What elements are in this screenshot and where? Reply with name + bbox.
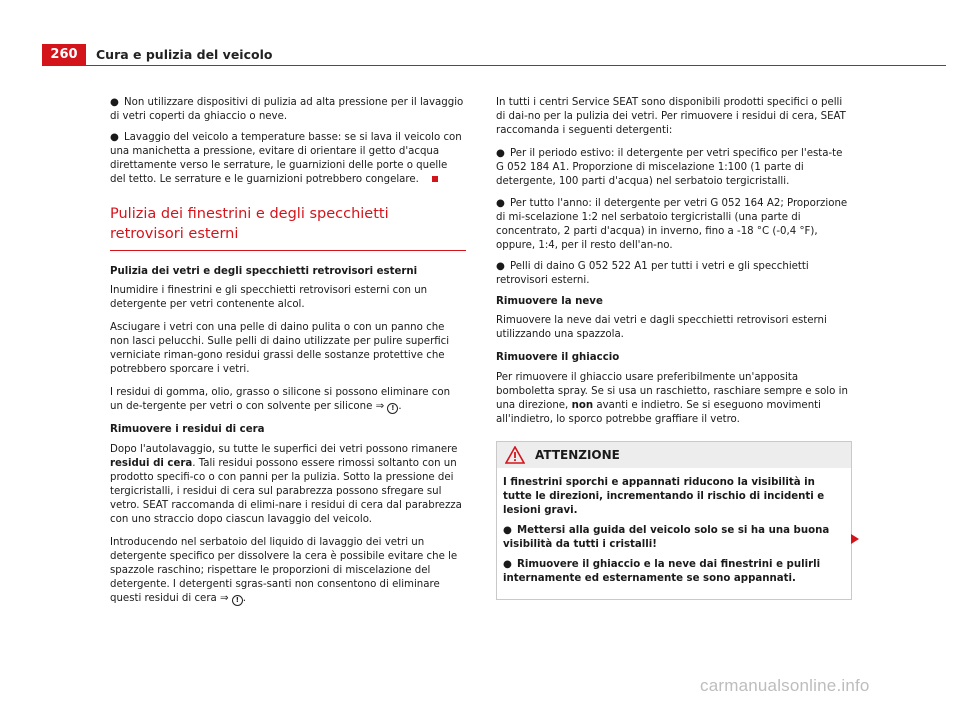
list-item: ● Per tutto l'anno: il detergente per vetri G 052 164 A2; Proporzione di mi-scelazione 1:2 nel serbatoio tergicristalli (una parte di concentrato, 2 parti d'acqua) in inverno, fino a -18 °C (-0,4 °F), oppure, 1:4, per il resto dell'an-no. <box>496 197 848 251</box>
paragraph: Asciugare i vetri con una pelle di daino pulita o con un panno che non lasci pelucchi. Sulle pelli di daino utilizzate per pulire superfici verniciate riman-gono residui grassi delle sostanze protettive che potrebbero sporcare i vetri. <box>110 321 450 376</box>
bullet-icon: ● <box>503 525 512 537</box>
continue-arrow-icon <box>851 534 859 544</box>
warning-lead: I finestrini sporchi e appannati riducono la visibilità in tutte le direzioni, incrementando il rischio di incidenti e lesioni gravi. <box>503 476 825 517</box>
header-divider <box>86 65 946 66</box>
caution-reference-icon[interactable]: ! <box>232 595 243 606</box>
paragraph: In tutti i centri Service SEAT sono disponibili prodotti specifici o pelli di dai-no per la pulizia dei vetri. Per rimuovere i residui di cera, SEAT raccomanda i seguenti detergenti: <box>496 97 846 137</box>
list-item: ● Per il periodo estivo: il detergente per vetri specifico per l'esta-te G 052 184 A1. Proporzione di miscelazione 1:100 (1 parte di detergente, 100 parti d'acqua) nel serbatoio tergicristalli. <box>496 148 843 188</box>
bullet-icon: ● <box>110 132 119 144</box>
bullet-icon: ● <box>496 148 505 160</box>
bullet-icon: ● <box>496 197 505 209</box>
left-column <box>110 96 466 616</box>
paragraph: Inumidire i finestrini e gli specchietti retrovisori esterni con un detergente per vetri contenente alcol. <box>110 284 428 310</box>
subheading: Rimuovere il ghiaccio <box>496 352 620 364</box>
warning-triangle-icon <box>505 446 525 464</box>
subheading: Pulizia dei vetri e degli specchietti retrovisori esterni <box>110 265 418 277</box>
page-header-title: Cura e pulizia del veicolo <box>96 47 273 62</box>
right-column <box>496 96 852 600</box>
warning-header <box>497 442 851 468</box>
paragraph: Rimuovere la neve dai vetri e dagli specchietti retrovisori esterni utilizzando una spazzola. <box>496 315 827 341</box>
caution-reference-icon[interactable]: ! <box>387 403 398 414</box>
paragraph: Per rimuovere il ghiaccio usare preferibilmente un'apposita bomboletta spray. Se si usa un raschietto, raschiare sempre e solo in una direzione, non avanti e indietro. Se si eseguono movimenti all'indietro, lo sporco potrebbe graffiare il vetro. <box>496 371 848 425</box>
list-item: ● Pelli di daino G 052 522 A1 per tutti i vetri e gli specchietti retrovisori esterni. <box>496 260 809 287</box>
section-divider <box>110 250 466 251</box>
watermark: carmanualsonline.info <box>700 676 870 695</box>
paragraph: Dopo l'autolavaggio, su tutte le superfici dei vetri possono rimanere residui di cera. Tali residui possono essere rimossi soltanto con un prodotto specifi-co o con panni per la pulizia. Sotto la pressione dei tergicristalli, i residui di cera sul parabrezza possono sfregare sul vetro. SEAT raccomanda di elimi-nare i residui di cera dal parabrezza con uno straccio dopo ciascun lavaggio del veicolo. <box>110 443 462 525</box>
bullet-icon: ● <box>110 97 119 108</box>
list-item: ● Lavaggio del veicolo a temperature basse: se si lava il veicolo con una manichetta a pressione, evitare di orientare il getto d'acqua direttamente verso le serrature, le guarnizioni delle porte o quelle del tetto. Le serrature e le guarnizioni potrebbero congelare. <box>110 132 462 186</box>
list-item: ● Non utilizzare dispositivi di pulizia ad alta pressione per il lavaggio di vetri coperti da ghiaccio o neve. <box>110 97 464 123</box>
warning-title: ATTENZIONE <box>535 447 620 462</box>
bullet-icon: ● <box>496 260 505 272</box>
subheading: Rimuovere la neve <box>496 296 603 308</box>
paragraph: Introducendo nel serbatoio del liquido di lavaggio dei vetri un detergente specifico per dissolvere la cera è possibile evitare che le spazzole raschino; rispettare le proporzioni di miscelazione del detergente. I detergenti sgras-santi non consentono di eliminare questi residui di cera ⇒ ! . <box>110 537 458 605</box>
page-number: 260 <box>42 44 86 66</box>
subheading: Rimuovere i residui di cera <box>110 424 265 436</box>
list-item: ● Rimuovere il ghiaccio e la neve dai finestrini e pulirli internamente ed esternamente se sono appannati. <box>503 559 821 585</box>
bullet-icon: ● <box>503 559 512 571</box>
list-item: ● Mettersi alla guida del veicolo solo se si ha una buona visibilità da tutti i cristalli! <box>503 525 830 551</box>
paragraph: I residui di gomma, olio, grasso o silicone si possono eliminare con un de-tergente per vetri o con solvente per silicone ⇒ ! . <box>110 387 451 413</box>
section-title: Pulizia dei finestrini e degli specchietti retrovisori esterni <box>110 205 389 242</box>
section-end-icon <box>432 176 438 182</box>
warning-box <box>496 441 852 600</box>
warning-body <box>497 468 851 599</box>
